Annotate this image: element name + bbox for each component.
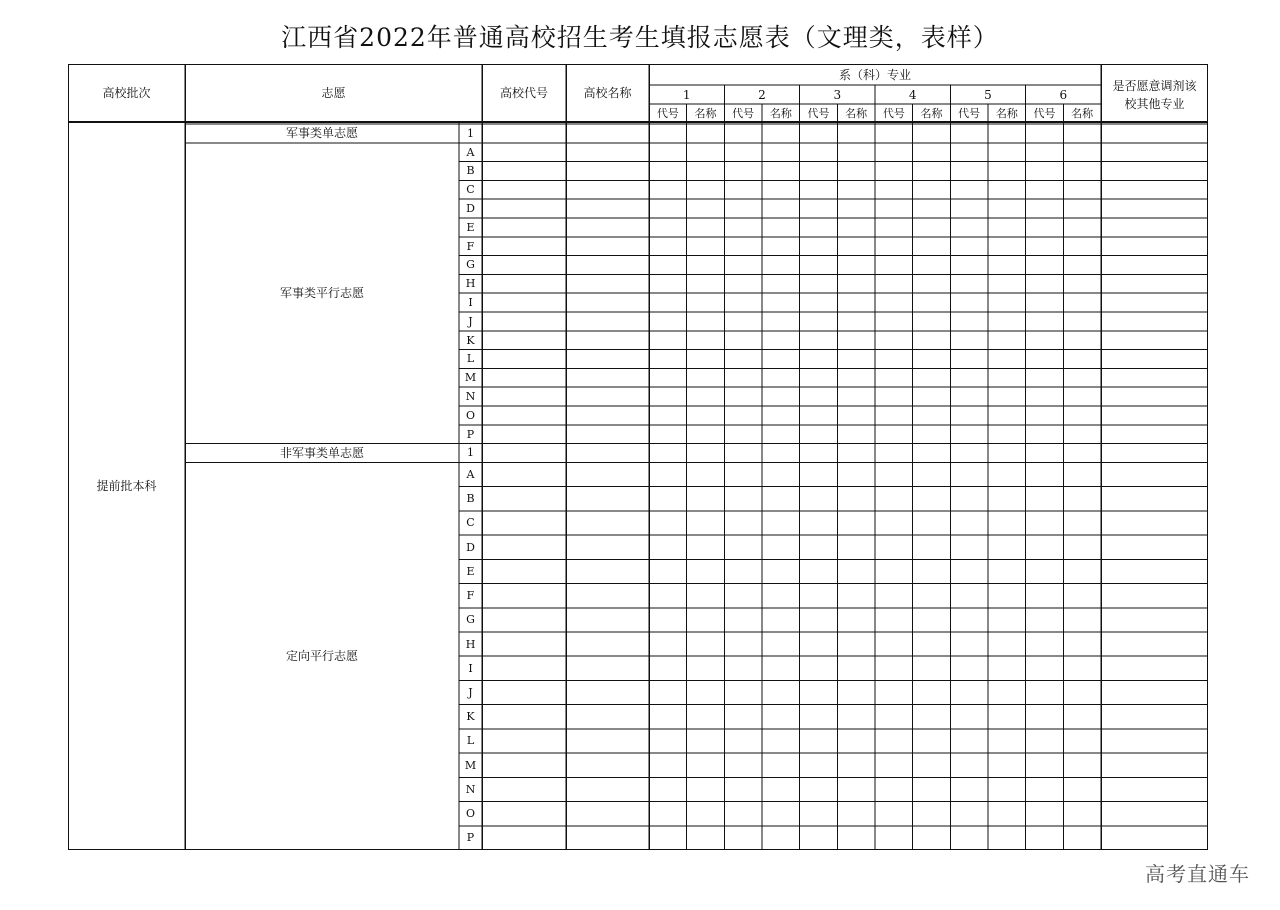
row-letter: 1 xyxy=(467,446,474,460)
row-letter: I xyxy=(468,296,473,310)
row-letter: C xyxy=(466,183,475,197)
watermark-logo: 高考直通车 xyxy=(1145,862,1250,886)
section-label: 军事类平行志愿 xyxy=(279,286,364,301)
header-major-number: 4 xyxy=(908,87,917,102)
row-letter: P xyxy=(466,427,475,441)
row-letter: B xyxy=(466,492,475,506)
header-name: 名称 xyxy=(995,106,1018,120)
row-letter: B xyxy=(466,164,475,178)
header-code: 代号 xyxy=(958,106,981,120)
section-label: 定向平行志愿 xyxy=(285,649,358,664)
row-letter: L xyxy=(466,352,475,366)
header-code: 代号 xyxy=(807,106,830,120)
header-batch: 高校批次 xyxy=(102,86,151,100)
header-name: 名称 xyxy=(694,106,717,120)
row-letter: C xyxy=(466,516,475,530)
header-name: 名称 xyxy=(1071,106,1094,120)
section-label: 非军事类单志愿 xyxy=(279,445,364,460)
row-letter: E xyxy=(466,220,475,234)
header-code: 代号 xyxy=(732,106,755,120)
header-major-number: 2 xyxy=(758,87,766,102)
row-letter: M xyxy=(464,758,477,772)
header-major-number: 3 xyxy=(833,87,842,102)
header-adjust-line-2: 校其他专业 xyxy=(1124,97,1185,111)
header-name: 名称 xyxy=(769,106,792,120)
row-letter: L xyxy=(466,734,475,748)
batch-name: 提前批本科 xyxy=(96,479,157,493)
row-letter: O xyxy=(465,408,476,422)
header-major-number: 5 xyxy=(984,87,992,102)
form-title: 江西省2022年普通高校招生考生填报志愿表（文理类，表样） xyxy=(281,23,999,52)
row-letter: D xyxy=(466,540,475,554)
row-letter: H xyxy=(465,637,476,651)
header-majors-group: 系（科）专业 xyxy=(838,67,911,82)
row-letter: G xyxy=(466,258,475,272)
row-letter: G xyxy=(466,613,475,627)
row-letter: J xyxy=(468,686,473,700)
row-letter: K xyxy=(466,333,475,347)
row-letter: P xyxy=(466,831,475,845)
header-school-name: 高校名称 xyxy=(583,86,632,100)
row-letter: O xyxy=(465,807,476,821)
header-code: 代号 xyxy=(1033,106,1056,120)
row-letter: N xyxy=(465,782,476,796)
application-form-table xyxy=(68,64,1208,850)
row-letter: N xyxy=(465,390,476,404)
header-major-number: 1 xyxy=(682,87,691,102)
header-name: 名称 xyxy=(845,106,868,120)
row-letter: A xyxy=(466,145,475,159)
row-letter: 1 xyxy=(467,126,474,140)
header-adjust-line-1: 是否愿意调剂该 xyxy=(1112,79,1197,93)
header-choice: 志愿 xyxy=(321,86,346,100)
row-letter: M xyxy=(464,371,477,385)
row-letter: K xyxy=(466,710,475,724)
row-letter: J xyxy=(468,314,473,328)
header-code: 代号 xyxy=(882,106,905,120)
row-letter: D xyxy=(466,202,475,216)
row-letter: E xyxy=(466,564,475,578)
header-major-number: 6 xyxy=(1059,87,1068,102)
header-school-code: 高校代号 xyxy=(499,86,548,100)
row-letter: I xyxy=(468,661,473,675)
row-letter: H xyxy=(465,277,476,291)
header-code: 代号 xyxy=(656,106,679,120)
row-letter: A xyxy=(466,468,475,481)
row-letter: F xyxy=(466,239,475,253)
row-letter: F xyxy=(466,589,475,603)
section-label: 军事类单志愿 xyxy=(285,126,358,141)
header-name: 名称 xyxy=(920,106,943,120)
